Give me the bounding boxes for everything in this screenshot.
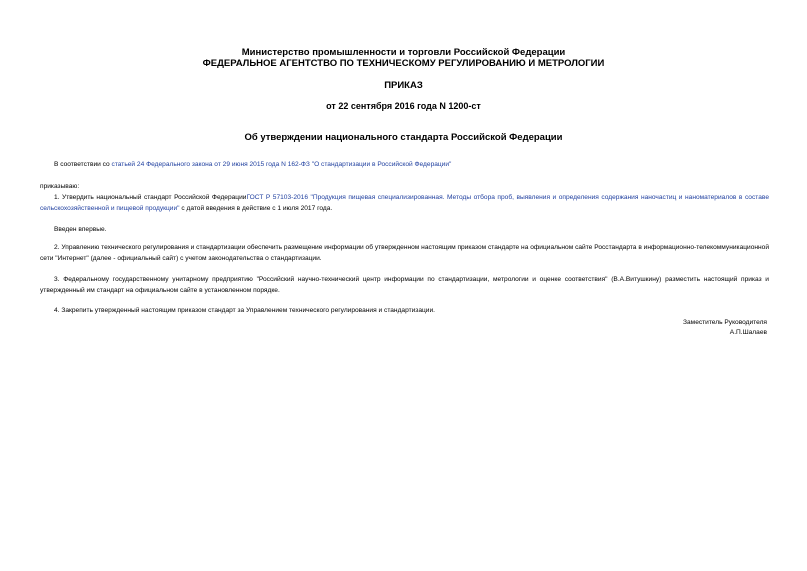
item-1-prefix: 1. Утвердить национальный стандарт Российской Федерации [54,194,247,201]
signatory-name: А.П.Шалаев [729,329,767,336]
item-3-paragraph: 3. Федеральному государственному унитарному предприятию "Российский научно-технический центр информации по стандартизации, метрологии и оценке соответствия" (В.А.Витушкину) разместить настоящий приказ и утвержденный им стандарт на официальном сайте в установленном порядке. [40,276,769,294]
signature-block [467,318,767,338]
item-1-paragraph [40,193,769,214]
document-subject: Об утверждении национального стандарта Российской Федерации [244,132,563,143]
agency-name: ФЕДЕРАЛЬНОЕ АГЕНТСТВО ПО ТЕХНИЧЕСКОМУ РЕГУЛИРОВАНИЮ И МЕТРОЛОГИИ [202,58,605,69]
preamble-prefix: В соответствии со [54,161,112,168]
order-date-number: от 22 сентября 2016 года N 1200-ст [326,101,481,111]
preamble-paragraph [40,160,769,171]
gost-standard-link[interactable]: ГОСТ Р 57103-2016 "Продукция пищевая специализированная. Методы отбора проб, выявления и определения содержания наночастиц и наноматериалов в составе сельскохозяйственной и пищевой продукции" [40,194,769,212]
document-header [0,47,807,69]
item-2-paragraph: 2. Управлению технического регулирования и стандартизации обеспечить размещение информации об утвержденном настоящим приказом стандарте на официальном сайте Росстандарта в информационно-телекоммуникационной сети "Интернет" (далее - официальный сайт) с учетом законодательства о стандартизации. [40,244,769,262]
item-1-suffix: с датой введения в действие с 1 июля 2017 года. [179,204,333,212]
ministry-name: Министерство промышленности и торговли Российской Федерации [241,47,566,58]
introduced-note: Введен впервые. [54,226,107,233]
signatory-position: Заместитель Руководителя [683,319,767,326]
order-word: приказываю: [40,183,80,190]
document-type: ПРИКАЗ [384,80,423,91]
federal-law-link[interactable]: статьей 24 Федерального закона от 29 июня 2015 года N 162-ФЗ "О стандартизации в Российской Федерации" [111,161,452,168]
item-4-paragraph: 4. Закрепить утвержденный настоящим приказом стандарт за Управлением технического регулирования и стандартизации. [54,307,435,314]
